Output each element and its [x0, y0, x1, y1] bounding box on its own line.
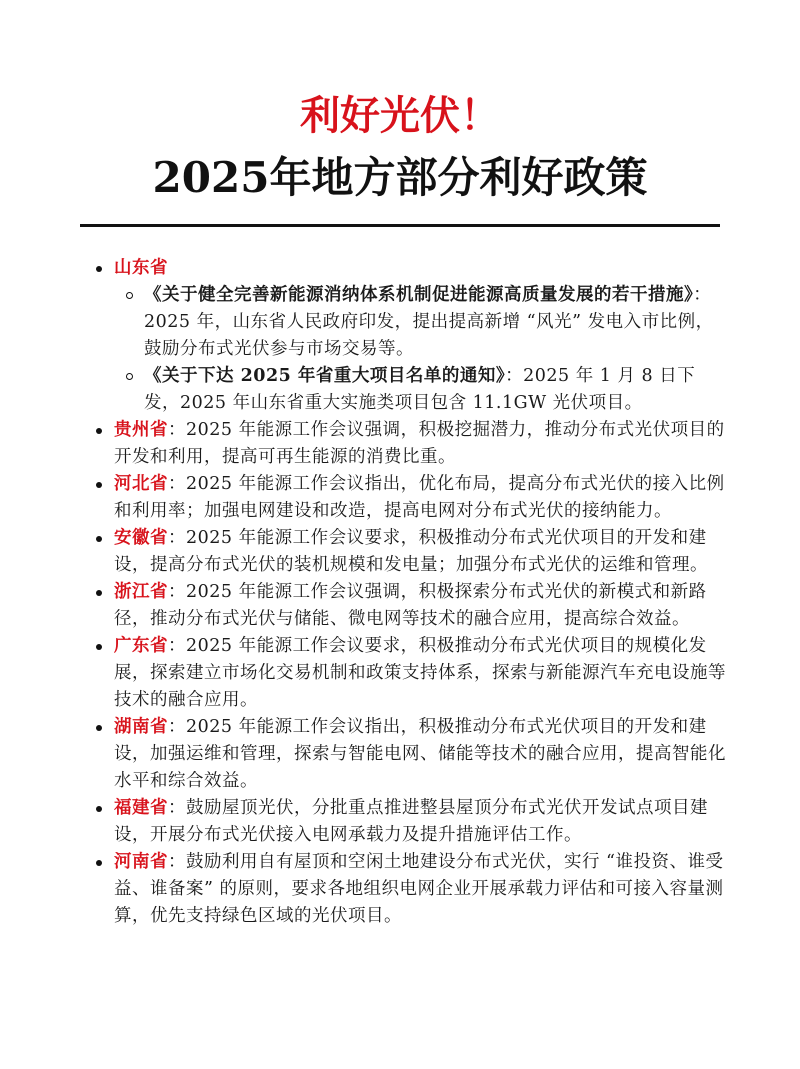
list-item-fujian	[90, 795, 730, 849]
item-text: ：2025 年能源工作会议强调，积极挖掘潜力，推动分布式光伏项目的开发和利用，提高可再生能源的消费比重。	[114, 420, 725, 467]
province-name: 浙江省	[114, 582, 168, 602]
province-name: 贵州省	[114, 420, 168, 440]
bullet-icon	[96, 644, 102, 650]
province-name: 山东省	[114, 258, 168, 278]
circle-bullet-icon	[126, 373, 133, 380]
item-text: ：2025 年能源工作会议指出，优化布局，提高分布式光伏的接入比例和利用率；加强电网建设和改造，提高电网对分布式光伏的接纳能力。	[114, 474, 725, 521]
circle-bullet-icon	[126, 292, 133, 299]
province-name: 河南省	[114, 852, 168, 872]
page-title: 2025年地方部分利好政策	[152, 153, 648, 202]
list-item-hebei	[90, 471, 730, 525]
sub-list-item	[114, 363, 730, 417]
item-text: ：2025 年能源工作会议强调，积极探索分布式光伏的新模式和新路径，推动分布式光伏与储能、微电网等技术的融合应用，提高综合效益。	[114, 582, 707, 629]
page-title-highlight: 利好光伏！	[300, 92, 500, 139]
province-name: 安徽省	[114, 528, 168, 548]
list-item-guizhou	[90, 417, 730, 471]
bullet-icon	[96, 806, 102, 812]
list-item-henan	[90, 849, 730, 930]
document-title: 《关于健全完善新能源消纳体系机制促进能源高质量发展的若干措施》	[144, 285, 694, 305]
title-divider	[80, 224, 720, 227]
sub-list	[114, 282, 730, 417]
province-name: 广东省	[114, 636, 168, 656]
bullet-icon	[96, 725, 102, 731]
list-item-zhejiang	[90, 579, 730, 633]
bullet-icon	[96, 590, 102, 596]
bullet-icon	[96, 266, 102, 272]
list-item-shandong	[90, 255, 730, 417]
item-text: ：鼓励屋顶光伏，分批重点推进整县屋顶分布式光伏开发试点项目建设，开展分布式光伏接入电网承载力及提升措施评估工作。	[114, 798, 708, 845]
province-name: 湖南省	[114, 717, 168, 737]
item-text: ：2025 年 1 月 8 日下发，2025 年山东省重大实施类项目包含 11.1GW 光伏项目。	[144, 366, 696, 413]
item-text: ：2025 年能源工作会议要求，积极推动分布式光伏项目的规模化发展，探索建立市场化交易机制和政策支持体系，探索与新能源汽车充电设施等技术的融合应用。	[114, 636, 726, 710]
province-name: 福建省	[114, 798, 168, 818]
list-item-hunan	[90, 714, 730, 795]
sub-list-item	[114, 282, 730, 363]
item-text: ：2025 年，山东省人民政府印发，提出提高新增 “风光” 发电入市比例，鼓励分布式光伏参与市场交易等。	[144, 285, 714, 359]
item-text: ：2025 年能源工作会议要求，积极推动分布式光伏项目的开发和建设，提高分布式光伏的装机规模和发电量；加强分布式光伏的运维和管理。	[114, 528, 708, 575]
list-item-anhui	[90, 525, 730, 579]
province-name: 河北省	[114, 474, 168, 494]
bullet-icon	[96, 860, 102, 866]
bullet-icon	[96, 482, 102, 488]
item-text: ：鼓励利用自有屋顶和空闲土地建设分布式光伏，实行 “谁投资、谁受益、谁备案” 的原则，要求各地组织电网企业开展承载力评估和可接入容量测算，优先支持绿色区域的光伏项目。	[114, 852, 724, 926]
document-title: 《关于下达 2025 年省重大项目名单的通知》	[144, 366, 506, 386]
list-item-guangdong	[90, 633, 730, 714]
item-text: ：2025 年能源工作会议指出，积极推动分布式光伏项目的开发和建设，加强运维和管理，探索与智能电网、储能等技术的融合应用，提高智能化水平和综合效益。	[114, 717, 726, 791]
bullet-icon	[96, 536, 102, 542]
bullet-icon	[96, 428, 102, 434]
policy-list	[90, 255, 730, 930]
